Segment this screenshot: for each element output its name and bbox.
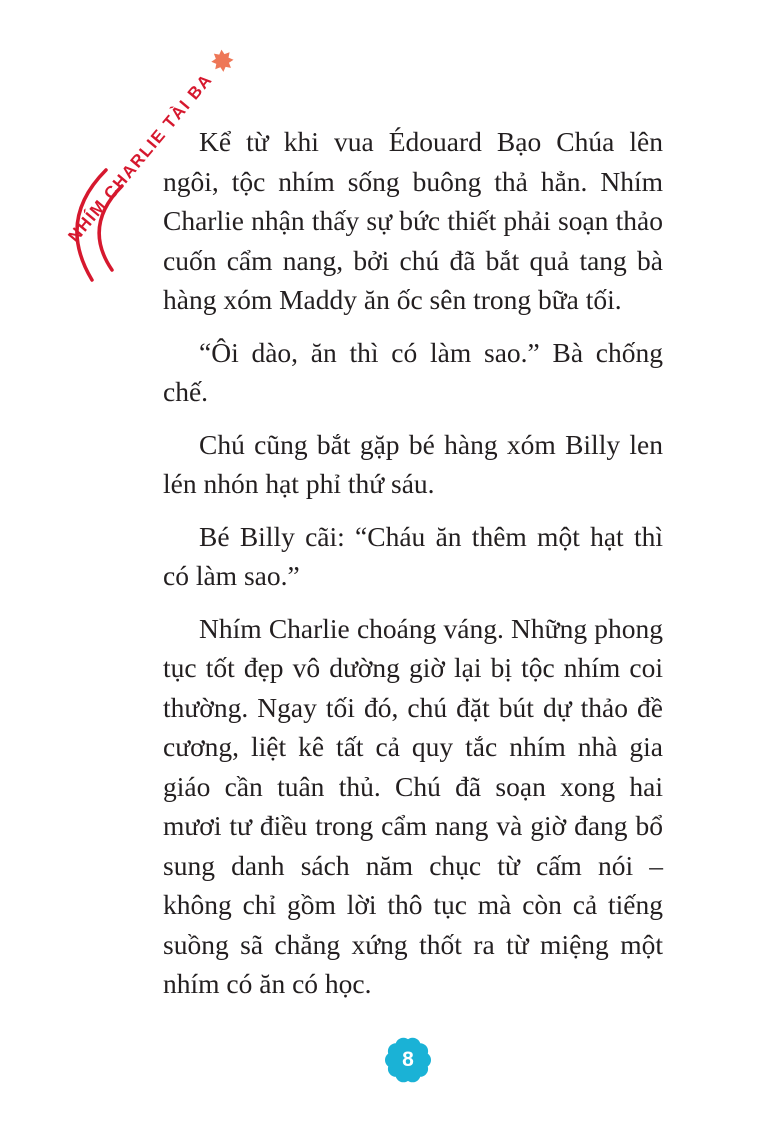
body-paragraph: Kể từ khi vua Édouard Bạo Chúa lên ngôi, tộc nhím sống buông thả hẳn. Nhím Charlie nhận thấy sự bức thiết phải soạn thảo cuốn cẩm nang, bởi chú đã bắt quả tang bà hàng xóm Maddy ăn ốc sên trong bữa tối. xyxy=(163,126,663,315)
page-number-badge xyxy=(384,1036,432,1084)
body-paragraph: Chú cũng bắt gặp bé hàng xóm Billy len lén nhón hạt phỉ thứ sáu. xyxy=(163,428,663,499)
starburst-icon xyxy=(205,44,239,78)
body-paragraph: “Ôi dào, ăn thì có làm sao.” Bà chống chế. xyxy=(163,336,663,407)
page-number: 8 xyxy=(402,1048,414,1071)
series-title-text: NHÍM CHARLIE TÀI BA xyxy=(64,69,217,246)
body-paragraph: Bé Billy cãi: “Cháu ăn thêm một hạt thì có làm sao.” xyxy=(163,520,663,591)
body-paragraph: Nhím Charlie choáng váng. Những phong tục tốt đẹp vô dường giờ lại bị tộc nhím coi thường. Ngay tối đó, chú đặt bút dự thảo đề cương, liệt kê tất cả quy tắc nhím nhà gia giáo cần tuân thủ. Chú đã soạn xong hai mươi tư điều trong cẩm nang và giờ đang bổ sung danh sách năm chục từ cấm nói – không chỉ gồm lời thô tục mà còn cả tiếng suồng sã chẳng xứng thốt ra từ miệng một nhím có ăn có học. xyxy=(163,612,663,999)
body-text xyxy=(163,122,663,1017)
